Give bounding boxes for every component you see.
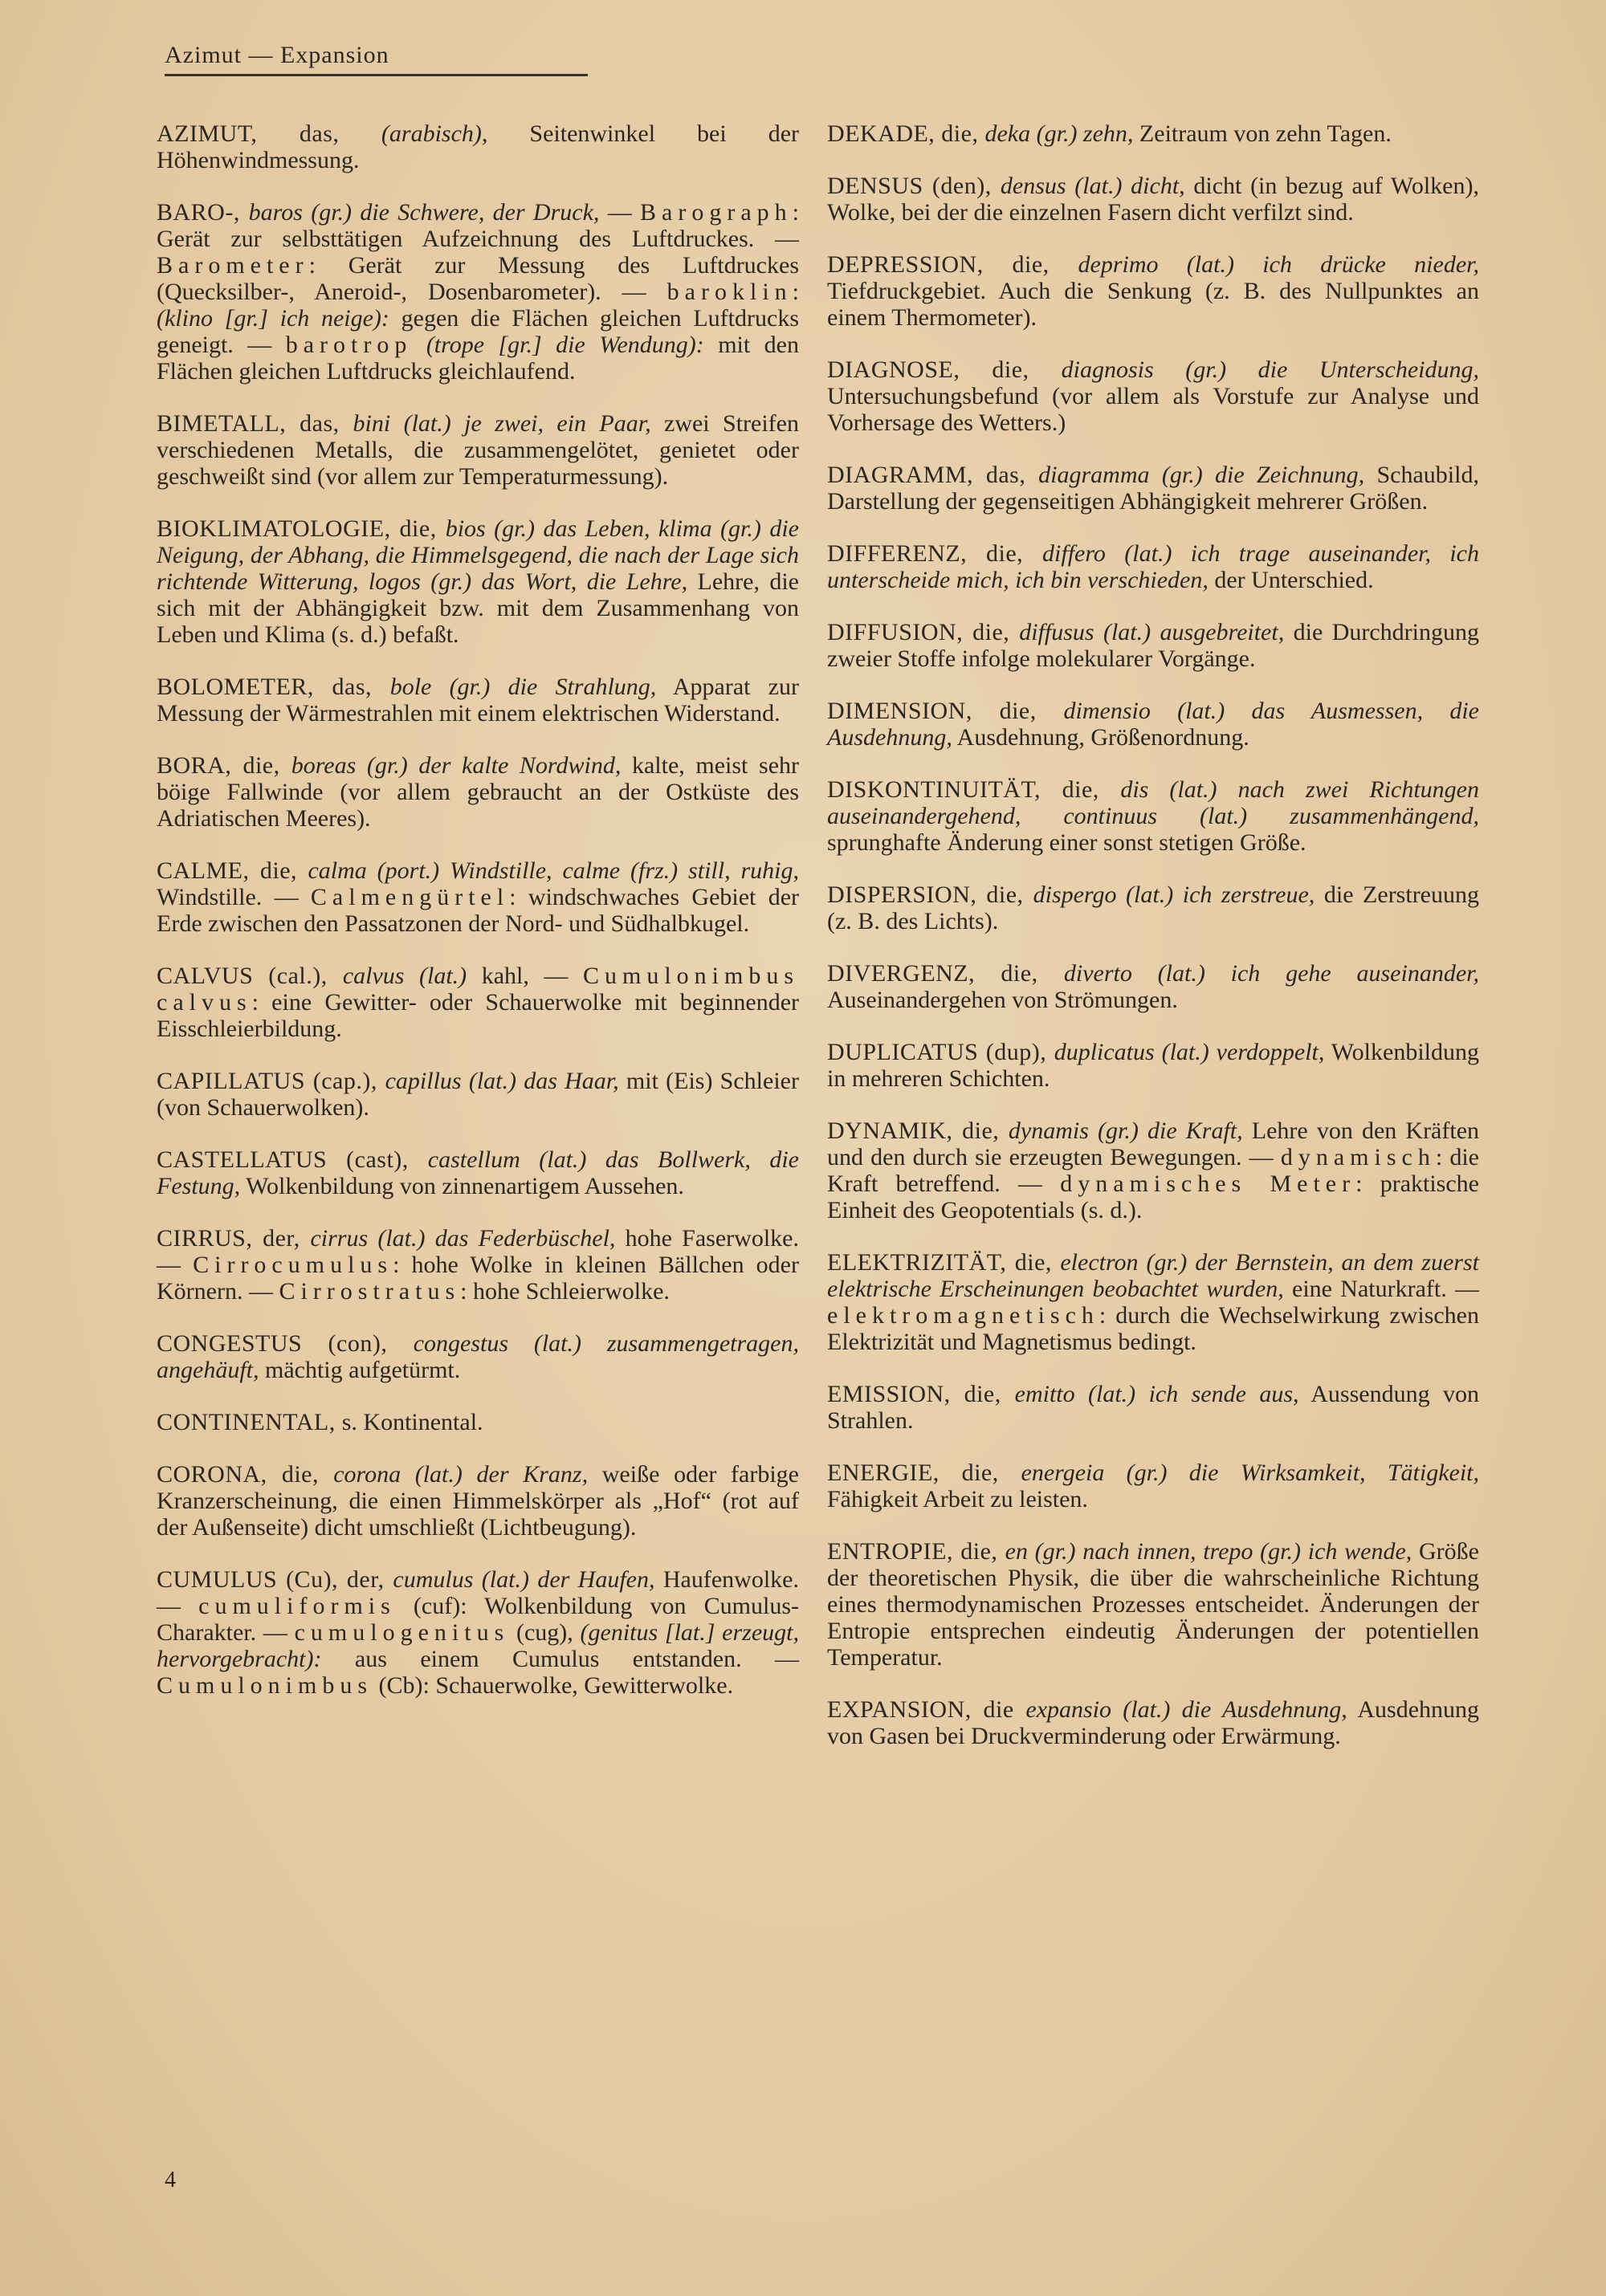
- dictionary-entry: [157, 1330, 799, 1383]
- entry-segment: expansio (lat.) die Ausdehnung,: [1025, 1696, 1347, 1723]
- entry-segment: bini (lat.) je zwei, ein Paar,: [353, 410, 651, 437]
- entry-segment: DEKADE, die,: [827, 120, 985, 147]
- entry-segment: : eine Gewitter- oder Schauerwolke mit beginnender Eisschleierbildung.: [157, 989, 799, 1042]
- entry-segment: : die Kraft betreffend. —: [827, 1144, 1479, 1197]
- entry-segment: diagnosis (gr.) die Unterscheidung,: [1061, 356, 1479, 383]
- entry-segment: diverto (lat.) ich gehe auseinander,: [1063, 960, 1479, 987]
- dictionary-entry: [827, 1696, 1479, 1749]
- entry-segment: CORONA, die,: [157, 1461, 334, 1488]
- entry-segment: duplicatus (lat.) verdoppelt,: [1054, 1039, 1325, 1065]
- entry-segment: CIRRUS, der,: [157, 1225, 311, 1252]
- entry-segment: emitto (lat.) ich sende aus,: [1014, 1381, 1299, 1407]
- entry-segment: (cug),: [509, 1619, 581, 1646]
- dictionary-entry: [827, 540, 1479, 593]
- entry-segment: gegen die Flächen gleichen Luftdrucks geneigt. —: [157, 305, 799, 358]
- dictionary-entry: [157, 674, 799, 727]
- entry-segment: die Durchdringung zweier Stoffe infolge molekularer Vorgänge.: [827, 619, 1479, 672]
- entry-segment: CONGESTUS (con),: [157, 1330, 414, 1357]
- entry-segment: DUPLICATUS (dup),: [827, 1039, 1054, 1065]
- entry-segment: Untersuchungsbefund (vor allem als Vorstufe zur Analyse und Vorhersage des Wetters.): [827, 383, 1479, 436]
- entry-segment: barotrop: [285, 332, 413, 358]
- left-column: [157, 120, 799, 1724]
- entry-segment: CONTINENTAL,: [157, 1409, 342, 1435]
- entry-segment: cumulogenitus: [294, 1619, 510, 1646]
- entry-segment: dispergo (lat.) ich zerstreue,: [1033, 881, 1315, 908]
- dictionary-entry: [157, 857, 799, 937]
- entry-segment: Tiefdruckgebiet. Auch die Senkung (z. B. des Nullpunktes an einem Thermometer).: [827, 278, 1479, 331]
- dictionary-entry: [827, 881, 1479, 934]
- entry-segment: Barograph: [640, 199, 793, 226]
- entry-segment: deka (gr.) zehn,: [984, 120, 1134, 147]
- dictionary-entry: [827, 1459, 1479, 1512]
- entry-segment: Cumulonimbus calvus: [157, 963, 799, 1016]
- entry-segment: : Gerät zur Messung des Luftdruckes (Quecksilber-, Aneroid-, Dosenbarometer). —: [157, 252, 799, 305]
- entry-segment: energeia (gr.) die Wirksamkeit, Tätigkeit,: [1021, 1459, 1479, 1486]
- entry-segment: diagramma (gr.) die Zeichnung,: [1038, 462, 1365, 488]
- dictionary-entry: [157, 199, 799, 385]
- entry-segment: dimensio (lat.) das Ausmessen, die Ausdehnung,: [827, 698, 1479, 751]
- entry-segment: Barometer: [157, 252, 309, 279]
- entry-segment: dicht (in bezug auf Wolken), Wolke, bei der die einzelnen Fasern dicht verfilzt sind.: [827, 173, 1479, 226]
- entry-segment: Schaubild, Darstellung der gegenseitigen Abhängigkeit mehrerer Größen.: [827, 462, 1479, 515]
- entry-segment: calma (port.) Windstille, calme (frz.) still, ruhig,: [308, 857, 799, 884]
- page-number: 4: [165, 2168, 176, 2192]
- entry-segment: [412, 332, 426, 358]
- running-head: Azimut — Expansion: [165, 42, 588, 76]
- dictionary-entry: [827, 1538, 1479, 1671]
- dictionary-entry: [827, 1117, 1479, 1223]
- entry-segment: mächtig aufgetürmt.: [259, 1357, 461, 1383]
- dictionary-entry: [157, 752, 799, 832]
- entry-segment: CALME, die,: [157, 857, 308, 884]
- entry-segment: DIFFERENZ, die,: [827, 540, 1043, 567]
- entry-segment: elektromagnetisch: [827, 1302, 1099, 1329]
- entry-segment: en (gr.) nach innen, trepo (gr.) ich wende,: [1005, 1538, 1412, 1565]
- entry-segment: CASTELLATUS (cast),: [157, 1146, 428, 1173]
- entry-segment: ELEKTRIZITÄT, die,: [827, 1249, 1061, 1276]
- entry-segment: (klino [gr.] ich neige):: [157, 305, 389, 332]
- dictionary-entry: [827, 698, 1479, 751]
- entry-segment: Aussendung von Strahlen.: [827, 1381, 1479, 1434]
- dictionary-entry: [827, 462, 1479, 515]
- entry-segment: : windschwaches Gebiet der Erde zwischen den Passatzonen der Nord- und Südhalbkugel.: [157, 884, 800, 937]
- entry-segment: Cirrocumulus: [193, 1252, 393, 1278]
- entry-segment: : hohe Wolke in kleinen Bällchen oder Körnern. —: [157, 1252, 799, 1305]
- entry-segment: cirrus (lat.) das Federbüschel,: [310, 1225, 616, 1252]
- entry-segment: : praktische Einheit des Geopotentials (s. d.).: [827, 1170, 1479, 1223]
- dictionary-entry: [827, 173, 1479, 226]
- entry-segment: hohe Faserwolke. —: [157, 1225, 799, 1278]
- entry-segment: bole (gr.) die Strahlung,: [389, 674, 657, 700]
- entry-segment: DENSUS (den),: [827, 173, 1001, 199]
- entry-segment: Ausdehnung von Gasen bei Druckverminderung oder Erwärmung.: [827, 1696, 1480, 1749]
- entry-segment: Calmengürtel: [310, 884, 510, 910]
- entry-segment: corona (lat.) der Kranz,: [333, 1461, 589, 1488]
- entry-segment: cumulus (lat.) der Haufen,: [393, 1566, 655, 1593]
- entry-segment: Größe der theoretischen Physik, die über die wahrscheinliche Richtung eines thermodynamischen Prozesses entscheidet. Änderungen der Entropie entsprechen eindeutig Änderungen der potentiellen Temperatur.: [827, 1538, 1479, 1671]
- entry-segment: DIAGRAMM, das,: [827, 462, 1039, 488]
- dictionary-entry: [157, 120, 799, 173]
- entry-segment: :: [792, 279, 799, 305]
- entry-segment: baroklin: [666, 279, 793, 305]
- entry-segment: die Zerstreuung (z. B. des Lichts).: [827, 881, 1479, 934]
- dictionary-entry: [157, 963, 799, 1042]
- entry-segment: der Unterschied.: [1208, 567, 1374, 593]
- entry-segment: eine Naturkraft. —: [1283, 1276, 1480, 1302]
- entry-segment: aus einem Cumulus entstanden. —: [321, 1646, 799, 1672]
- dictionary-entry: [827, 1249, 1479, 1355]
- entry-segment: Ausdehnung, Größenordnung.: [952, 724, 1249, 751]
- entry-segment: DEPRESSION, die,: [827, 251, 1078, 278]
- entry-segment: diffusus (lat.) ausgebreitet,: [1019, 619, 1285, 645]
- dictionary-entry: [157, 1409, 799, 1435]
- entry-segment: : Gerät zur selbsttätigen Aufzeichnung des Luftdruckes. —: [157, 199, 799, 252]
- entry-segment: cumuliformis: [198, 1593, 396, 1619]
- entry-segment: Cirrostratus: [279, 1278, 461, 1305]
- entry-segment: sprunghafte Änderung einer sonst stetigen Größe.: [827, 829, 1306, 856]
- entry-segment: EXPANSION, die: [827, 1696, 1026, 1723]
- entry-segment: weiße oder farbige Kranzerscheinung, die einen Himmelskörper als „Hof“ (rot auf der Außenseite) dicht umschließt (Lichtbeugung).: [157, 1461, 799, 1541]
- entry-segment: BIMETALL, das,: [157, 410, 353, 437]
- entry-segment: calvus (lat.): [342, 963, 467, 989]
- dictionary-entry: [827, 251, 1479, 331]
- entry-segment: electron (gr.) der Bernstein, an dem zuerst elektrische Erscheinungen beobachtet wurden,: [827, 1249, 1479, 1302]
- entry-segment: Seitenwinkel bei der Höhenwindmessung.: [157, 120, 799, 173]
- entry-segment: Cumulonimbus: [157, 1672, 373, 1699]
- entry-segment: BOLOMETER, das,: [157, 674, 390, 700]
- entry-segment: DISPERSION, die,: [827, 881, 1033, 908]
- entry-segment: : durch die Wechselwirkung zwischen Elektrizität und Magnetismus bedingt.: [827, 1302, 1479, 1355]
- entry-segment: DYNAMIK, die,: [827, 1117, 1009, 1144]
- right-column: [827, 120, 1479, 1775]
- dictionary-entry: [157, 515, 799, 648]
- entry-segment: capillus (lat.) das Haar,: [385, 1068, 619, 1094]
- entry-segment: mit den Flächen gleichen Luftdrucks gleichlaufend.: [157, 332, 799, 385]
- entry-segment: Wolkenbildung von zinnenartigem Aussehen.: [240, 1173, 684, 1199]
- entry-segment: (arabisch),: [381, 120, 488, 147]
- entry-segment: castellum (lat.) das Bollwerk, die Festung,: [157, 1146, 800, 1199]
- entry-segment: ENTROPIE, die,: [827, 1538, 1005, 1565]
- dictionary-entry: [157, 1146, 799, 1199]
- entry-segment: Lehre, die sich mit der Abhängigkeit bzw. mit dem Zusammenhang von Leben und Klima (s. d.) befaßt.: [157, 568, 799, 648]
- dictionary-entry: [157, 1566, 799, 1699]
- entry-segment: kalte, meist sehr böige Fallwinde (vor allem gebraucht an der Ostküste des Adriatischen Meeres).: [157, 752, 799, 832]
- entry-segment: Wolkenbildung in mehreren Schichten.: [827, 1039, 1479, 1092]
- entry-segment: BORA, die,: [157, 752, 291, 779]
- entry-segment: DIAGNOSE, die,: [827, 356, 1062, 383]
- entry-segment: differo (lat.) ich trage auseinander, ich unterscheide mich, ich bin verschieden,: [827, 540, 1479, 593]
- entry-segment: —: [599, 199, 641, 226]
- dictionary-entry: [827, 1039, 1479, 1092]
- entry-segment: kahl, —: [467, 963, 583, 989]
- dictionary-entry: [827, 960, 1479, 1013]
- entry-segment: BARO-,: [157, 199, 249, 226]
- entry-segment: Fähigkeit Arbeit zu leisten.: [827, 1486, 1088, 1512]
- entry-segment: (Cb): Schauerwolke, Gewitterwolke.: [373, 1672, 734, 1699]
- entry-segment: DIVERGENZ, die,: [827, 960, 1064, 987]
- entry-segment: Apparat zur Messung der Wärmestrahlen mit einem elektrischen Widerstand.: [157, 674, 799, 727]
- dictionary-entry: [157, 1068, 799, 1121]
- entry-segment: Lehre von den Kräften und den durch sie erzeugten Bewegungen. —: [827, 1117, 1480, 1170]
- entry-segment: Windstille. —: [157, 884, 311, 910]
- entry-segment: DIMENSION, die,: [827, 698, 1064, 724]
- dictionary-entry: [827, 356, 1479, 436]
- dictionary-entry: [827, 1381, 1479, 1434]
- entry-segment: bios (gr.) das Leben, klima (gr.) die Neigung, der Abhang, die Himmelsgegend, die nach der Lage sich richtende Witterung, logos (gr.) das Wort, die Lehre,: [157, 515, 799, 595]
- dictionary-entry: [827, 120, 1479, 147]
- entry-segment: boreas (gr.) der kalte Nordwind,: [291, 752, 622, 779]
- entry-segment: dynamisches Meter: [1060, 1170, 1356, 1197]
- entry-segment: dynamisch: [1280, 1144, 1436, 1170]
- entry-segment: (trope [gr.] die Wendung):: [426, 332, 704, 358]
- entry-segment: baros (gr.) die Schwere, der Druck,: [248, 199, 600, 226]
- entry-segment: DISKONTINUITÄT, die,: [827, 776, 1121, 803]
- entry-segment: EMISSION, die,: [827, 1381, 1015, 1407]
- entry-segment: Zeitraum von zehn Tagen.: [1133, 120, 1392, 147]
- entry-segment: CALVUS (cal.),: [157, 963, 343, 989]
- entry-segment: zwei Streifen verschiedenen Metalls, die zusammengelötet, genietet oder geschweißt sind (vor allem zur Temperaturmessung).: [157, 410, 799, 490]
- entry-segment: : hohe Schleierwolke.: [460, 1278, 670, 1305]
- entry-segment: AZIMUT, das,: [157, 120, 381, 147]
- dictionary-entry: [827, 619, 1479, 672]
- entry-segment: (cuf): Wolkenbildung von Cumulus-Charakter. —: [157, 1593, 799, 1646]
- dictionary-entry: [827, 776, 1479, 856]
- dictionary-entry: [157, 410, 799, 490]
- entry-segment: (genitus [lat.] erzeugt, hervorgebracht):: [157, 1619, 799, 1672]
- entry-segment: DIFFUSION, die,: [827, 619, 1020, 645]
- entry-segment: BIOKLIMATOLOGIE, die,: [157, 515, 446, 542]
- entry-segment: densus (lat.) dicht,: [1000, 173, 1185, 199]
- entry-segment: Auseinandergehen von Strömungen.: [827, 987, 1178, 1013]
- entry-segment: dis (lat.) nach zwei Richtungen auseinandergehend, continuus (lat.) zusammenhängend,: [827, 776, 1479, 829]
- entry-segment: dynamis (gr.) die Kraft,: [1008, 1117, 1243, 1144]
- entry-segment: ENERGIE, die,: [827, 1459, 1021, 1486]
- entry-segment: s. Kontinental.: [341, 1409, 483, 1435]
- dictionary-entry: [157, 1225, 799, 1305]
- entry-segment: congestus (lat.) zusammengetragen, angehäuft,: [157, 1330, 799, 1383]
- entry-segment: CUMULUS (Cu), der,: [157, 1566, 393, 1593]
- entry-segment: mit (Eis) Schleier (von Schauerwolken).: [157, 1068, 799, 1121]
- entry-segment: Haufenwolke. —: [157, 1566, 799, 1619]
- dictionary-entry: [157, 1461, 799, 1541]
- entry-segment: deprimo (lat.) ich drücke nieder,: [1078, 251, 1479, 278]
- entry-segment: CAPILLATUS (cap.),: [157, 1068, 385, 1094]
